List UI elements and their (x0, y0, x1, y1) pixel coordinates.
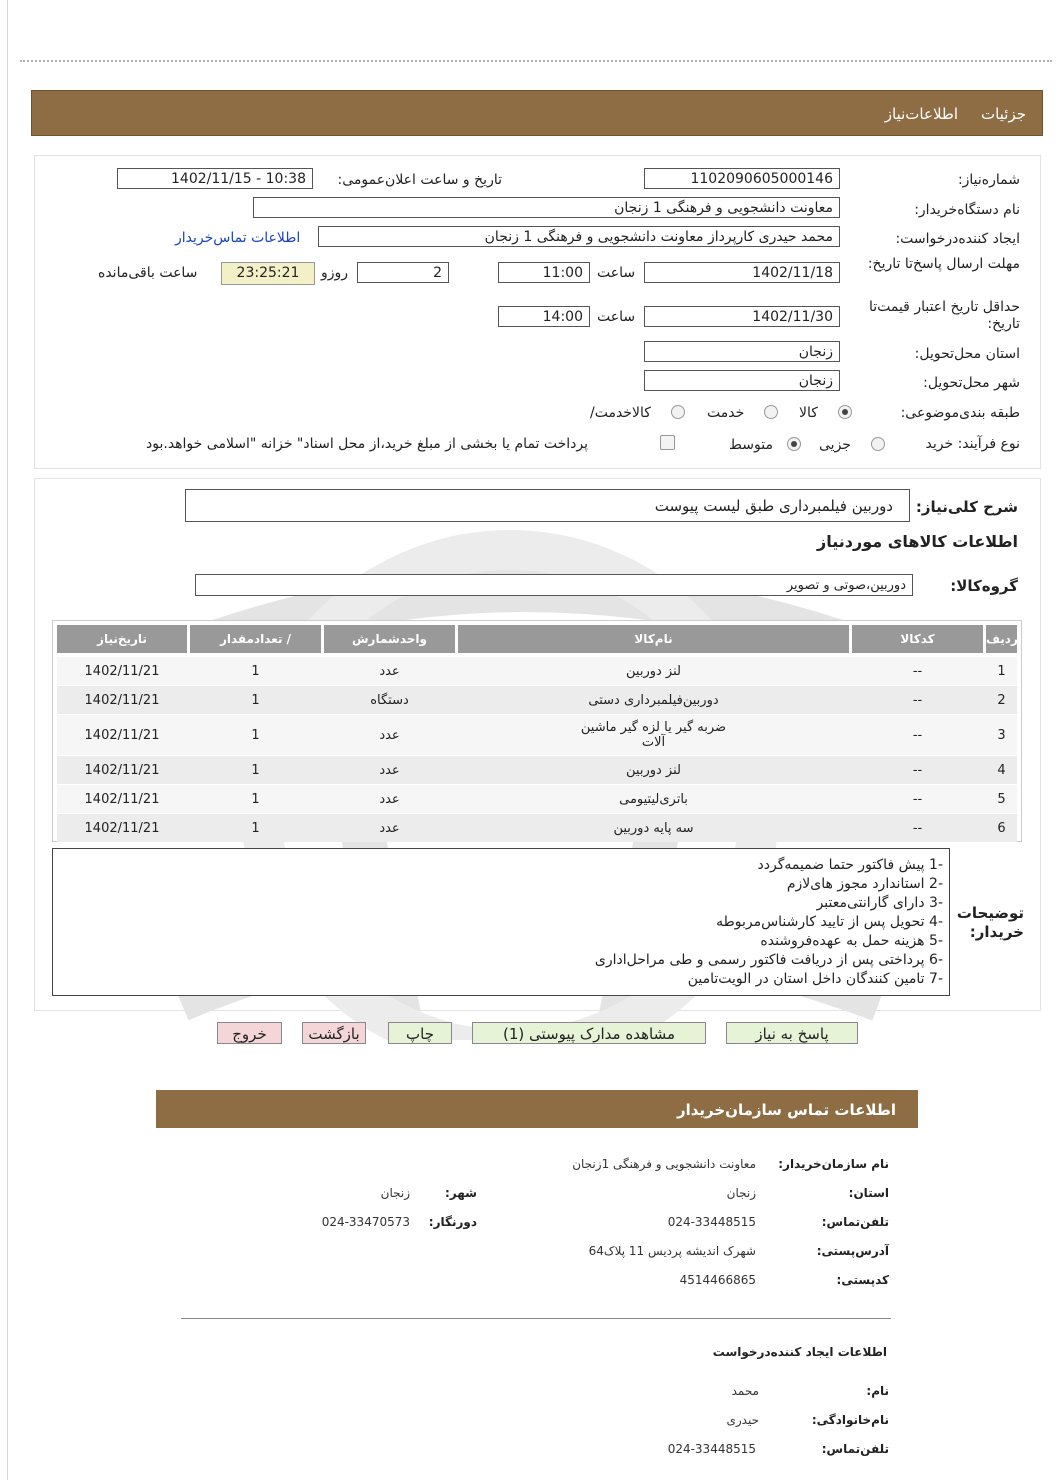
deadline-time-label: ساعت (597, 265, 636, 281)
deadline-days-field: 2 (357, 262, 449, 283)
col-qty-header: تعدادمقدار / (190, 625, 321, 653)
contact-city-label: شهر: (445, 1186, 477, 1200)
cell-n: 4 (997, 762, 1006, 778)
creator-last-name-label: نام‌خانوادگی: (811, 1413, 889, 1427)
contact-phone-label: تلفن‌تماس: (821, 1215, 889, 1229)
cell-code: -- (912, 692, 923, 708)
category-service-radio[interactable] (764, 405, 778, 419)
notes-label: توضیحات خریدار: (956, 904, 1024, 941)
cell-qty: 1 (251, 727, 260, 743)
cell-n: 5 (997, 791, 1006, 807)
contact-province-label: استان: (848, 1186, 889, 1200)
contact-province-value: زنجان (726, 1186, 756, 1200)
fax-value: 024-33470573 (321, 1215, 410, 1229)
deadline-label: مهلت ارسال پاسخ‌تا تاریخ: (867, 256, 1020, 272)
need-number-label: شماره‌نیاز: (957, 172, 1020, 188)
category-goods-radio[interactable] (838, 405, 852, 419)
address-label: آدرس‌پستی: (816, 1244, 889, 1258)
table-row (57, 756, 1017, 784)
cell-date: 1402/11/21 (84, 762, 160, 778)
exit-button[interactable]: خروج (217, 1022, 282, 1044)
cell-qty: 1 (251, 663, 260, 679)
table-row (57, 814, 1017, 842)
process-medium-label: متوسط (729, 437, 773, 453)
table-row (57, 785, 1017, 813)
city-label: شهر محل‌تحویل: (923, 375, 1020, 391)
price-validity-label: حداقل تاریخ اعتبار قیمت‌تا تاریخ: (868, 299, 1020, 332)
process-label: نوع فرآیند: خرید (925, 436, 1020, 452)
cell-code: -- (912, 820, 923, 836)
category-service-label: خدمت (707, 405, 745, 421)
contact-title: اطلاعات تماس سازمان‌خریدار (676, 1101, 896, 1119)
creator-field: محمد حیدری کارپرداز معاونت دانشجویی و فرهنگی 1 زنجان (318, 226, 840, 247)
col-code-header: کدکالا (852, 625, 983, 653)
cell-date: 1402/11/21 (84, 820, 160, 836)
buyer-org-label: نام دستگاه‌خریدار: (914, 202, 1020, 218)
table-row (57, 657, 1017, 685)
summary-label: شرح کلی‌نیاز: (915, 498, 1018, 516)
treasury-payment-checkbox[interactable] (660, 435, 675, 450)
tab-details[interactable]: جزئیات (981, 105, 1026, 123)
summary-field: دوربین فیلمبرداری طبق لیست پیوست (185, 489, 910, 522)
postal-code-label: کدپستی: (836, 1273, 889, 1287)
creator-phone-value: 024-33448515 (667, 1442, 756, 1456)
cell-date: 1402/11/21 (84, 692, 160, 708)
contact-phone-value: 024-33448515 (667, 1215, 756, 1229)
attachments-button[interactable]: مشاهده مدارک پیوستی (1) (472, 1022, 706, 1044)
back-button[interactable]: بازگشت (302, 1022, 366, 1044)
note-line: -7 تامین کنندگان داخل استان در الویت‌تامین (687, 971, 943, 987)
category-goods-label: کالا (799, 405, 818, 421)
cell-qty: 1 (251, 692, 260, 708)
cell-date: 1402/11/21 (84, 727, 160, 743)
cell-n: 3 (997, 727, 1006, 743)
org-name-label: نام سازمان‌خریدار: (778, 1157, 889, 1171)
contact-city-value: زنجان (380, 1186, 410, 1200)
cell-unit: عدد (379, 820, 400, 836)
cell-code: -- (912, 663, 923, 679)
announce-label: تاریخ و ساعت اعلان‌عمومی: (337, 172, 502, 188)
buyer-contact-link[interactable]: اطلاعات تماس‌خریدار (175, 230, 301, 246)
postal-code-value: 4514466865 (679, 1273, 756, 1287)
treasury-payment-label: پرداخت تمام یا بخشی از مبلغ خرید،از محل اسناد" خزانه "اسلامی خواهد.بود (146, 436, 589, 452)
cell-date: 1402/11/21 (84, 791, 160, 807)
price-validity-date-field: 1402/11/30 (644, 306, 840, 327)
contact-header-bar (156, 1090, 918, 1128)
province-field: زنجان (644, 341, 840, 362)
cell-unit: عدد (379, 727, 400, 743)
price-validity-time-field: 14:00 (498, 306, 590, 327)
cell-n: 2 (997, 692, 1006, 708)
need-number-field: 1102090605000146 (644, 168, 840, 189)
goods-table (52, 620, 1022, 842)
group-label: گروه‌کالا: (950, 577, 1018, 595)
deadline-date-field: 1402/11/18 (644, 262, 840, 283)
buyer-notes-box (52, 848, 950, 996)
province-label: استان محل‌تحویل: (914, 346, 1020, 362)
deadline-time-field: 11:00 (498, 262, 590, 283)
remaining-label: ساعت باقی‌مانده (98, 265, 198, 281)
creator-first-name-value: محمد (731, 1384, 759, 1398)
address-value: شهرک اندیشه پردیس 11 پلاک64 (588, 1244, 756, 1258)
cell-unit: دستگاه (370, 692, 409, 708)
buyer-org-field: معاونت دانشجویی و فرهنگی 1 زنجان (253, 197, 840, 218)
days-label: روزو (321, 265, 349, 281)
table-row (57, 715, 1017, 755)
creator-label: ایجاد کننده‌درخواست: (895, 231, 1020, 247)
note-line: -2 استاندارد مجوز های‌لازم (786, 876, 943, 892)
category-both-label: کالا‌خدمت/ (590, 405, 651, 421)
cell-code: -- (912, 791, 923, 807)
cell-qty: 1 (251, 791, 260, 807)
cell-date: 1402/11/21 (84, 663, 160, 679)
cell-code: -- (912, 762, 923, 778)
cell-qty: 1 (251, 820, 260, 836)
cell-name: دوربین‌فیلمبرداری دستی (588, 692, 719, 708)
category-both-radio[interactable] (671, 405, 685, 419)
cell-name: باتری‌لیتیومی (619, 791, 688, 807)
tab-need-info[interactable]: اطلاعات‌نیاز (884, 105, 958, 123)
print-button[interactable]: چاپ (388, 1022, 452, 1044)
price-validity-time-label: ساعت (597, 309, 636, 325)
col-unit-header: واحدشمارش (324, 625, 455, 653)
cell-code: -- (912, 727, 923, 743)
cell-n: 6 (997, 820, 1006, 836)
cell-name: ضربه گیر یا لزه گیر ماشین آلات (580, 720, 727, 750)
table-row (57, 686, 1017, 714)
creator-phone-label: تلفن‌تماس: (821, 1442, 889, 1456)
note-line: -1 پیش فاکتور حتما ضمیمه‌گردد (757, 857, 943, 873)
goods-section-title: اطلاعات کالاهای مورد‌نیاز (817, 532, 1018, 551)
note-line: -3 دارای گارانتی‌معتبر (816, 895, 943, 911)
page-edge-line (7, 0, 8, 1480)
cell-unit: عدد (379, 663, 400, 679)
cell-name: لنز دوربین (626, 762, 681, 778)
process-partial-radio[interactable] (871, 437, 885, 451)
process-partial-label: جزیی (819, 437, 851, 453)
cell-n: 1 (997, 663, 1006, 679)
cell-unit: عدد (379, 762, 400, 778)
cell-unit: عدد (379, 791, 400, 807)
city-field: زنجان (644, 370, 840, 391)
note-line: -4 تحویل پس از تایید کارشناس‌مربوطه (716, 914, 943, 930)
cell-qty: 1 (251, 762, 260, 778)
note-line: -6 پرداختی پس از دریافت فاکتور رسمی و طی مراحل‌اداری (594, 952, 943, 968)
col-row-header: ردیف (986, 625, 1017, 653)
dotted-divider (20, 60, 1052, 62)
col-date-header: تاریخ‌نیاز (57, 625, 187, 653)
fax-label: دورنگار: (428, 1215, 477, 1229)
category-label: طبقه بندی‌موضوعی: (900, 405, 1020, 421)
cell-name: لنز دوربین (626, 663, 681, 679)
header-bar (31, 90, 1043, 136)
reply-button[interactable]: پاسخ به نیاز (726, 1022, 858, 1044)
col-name-header: نام‌کالا (458, 625, 849, 653)
creator-last-name-value: حیدری (726, 1413, 759, 1427)
contact-separator (181, 1318, 891, 1319)
remaining-timer: 23:25:21 (221, 262, 315, 285)
note-line: -5 هزینه حمل به عهده‌فروشنده (760, 933, 943, 949)
group-field: دوربین،صوتی و تصویر (195, 574, 913, 596)
announce-field: 1402/11/15 - 10:38 (117, 168, 313, 189)
org-name-value: معاونت دانشجویی و فرهنگی 1زنجان (572, 1157, 756, 1171)
creator-info-title: اطلاعات ایجاد کننده‌درخواست (712, 1345, 887, 1359)
creator-first-name-label: نام: (866, 1384, 889, 1398)
process-medium-radio[interactable] (787, 437, 801, 451)
cell-name: سه پایه دوربین (613, 820, 694, 836)
